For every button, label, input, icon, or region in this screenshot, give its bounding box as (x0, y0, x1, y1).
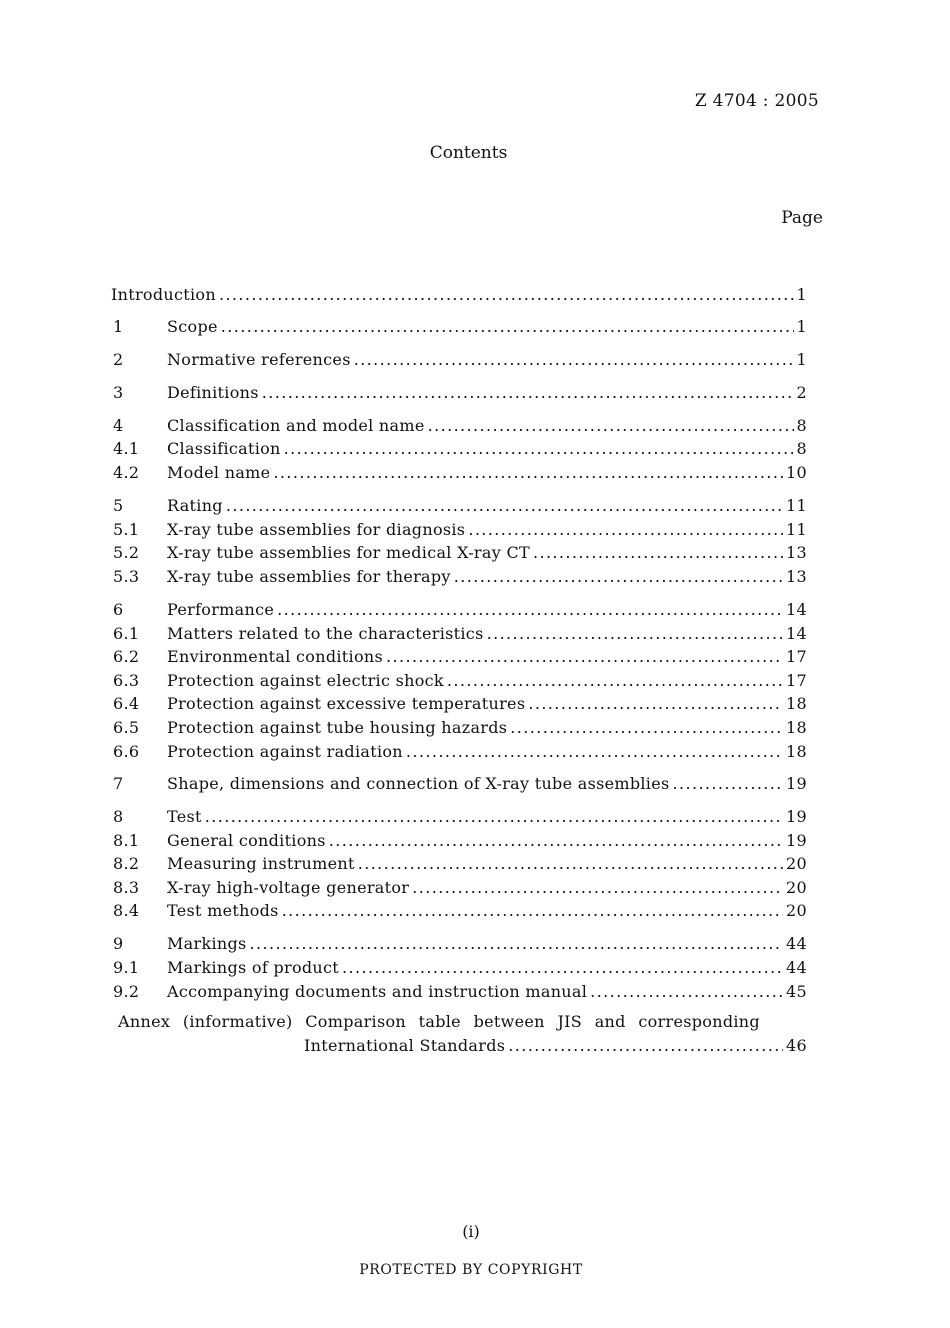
dot-leader (282, 900, 783, 922)
toc-entry[interactable] (113, 495, 807, 517)
dot-leader (487, 623, 783, 645)
toc-entry[interactable] (113, 646, 807, 668)
toc-section-number: 6.1 (113, 624, 140, 643)
annex-word: and (594, 1012, 626, 1031)
toc-entry[interactable] (113, 877, 807, 899)
toc-entry[interactable] (113, 717, 807, 739)
toc-page-number: 18 (786, 694, 807, 713)
dot-leader (262, 382, 794, 404)
toc-title: Shape, dimensions and connection of X-ray tube assemblies (167, 774, 670, 793)
dot-leader (508, 1035, 783, 1057)
toc-page-number: 17 (786, 647, 807, 666)
dot-leader (528, 693, 783, 715)
dot-leader (250, 933, 783, 955)
toc-entry[interactable] (113, 693, 807, 715)
toc-title: Markings of product (167, 958, 340, 977)
toc-page-number: 19 (786, 807, 807, 826)
toc-page-number: 44 (786, 934, 807, 953)
toc-title: Test methods (167, 901, 279, 920)
toc-section-number: 6.6 (113, 742, 140, 761)
toc-entry[interactable] (113, 415, 807, 437)
toc-section-number: 5.1 (113, 520, 140, 539)
annex-word: table (418, 1012, 461, 1031)
toc-title: Protection against tube housing hazards (167, 718, 508, 737)
toc-section-number: 9 (113, 934, 124, 953)
annex-word: corresponding (638, 1012, 760, 1031)
page-number: (i) (462, 1222, 480, 1241)
toc-entry[interactable] (113, 316, 807, 338)
toc-page-number: 13 (786, 567, 807, 586)
toc-section-number: 9.1 (113, 958, 140, 977)
page-column-label: Page (781, 208, 823, 228)
toc-title: Protection against radiation (167, 742, 403, 761)
toc-title: X-ray tube assemblies for therapy (167, 567, 451, 586)
toc-title: Performance (167, 600, 275, 619)
toc-section-number: 5 (113, 496, 124, 515)
toc-title: Normative references (167, 350, 351, 369)
toc-title: X-ray tube assemblies for diagnosis (167, 520, 466, 539)
toc-title: General conditions (167, 831, 326, 850)
dot-leader (510, 717, 783, 739)
toc-entry[interactable] (113, 853, 807, 875)
toc-section-number: 8 (113, 807, 124, 826)
toc-page-number: 45 (786, 982, 807, 1001)
dot-leader (533, 542, 783, 564)
annex-word: JIS (557, 1012, 583, 1031)
toc-section-number: 5.2 (113, 543, 140, 562)
toc-page-number: 18 (786, 718, 807, 737)
toc-page-number: 2 (796, 383, 807, 402)
dot-leader (590, 981, 783, 1003)
toc-page-number: 14 (786, 600, 807, 619)
toc-section-number: 6.3 (113, 671, 140, 690)
dot-leader (386, 646, 783, 668)
dot-leader (412, 877, 783, 899)
toc-entry[interactable] (113, 900, 807, 922)
toc-section-number: 4 (113, 416, 124, 435)
document-id: Z 4704 : 2005 (694, 91, 819, 111)
toc-section-number: 1 (113, 317, 124, 336)
annex-entry-line2[interactable] (304, 1035, 807, 1057)
toc-title: Rating (167, 496, 223, 515)
toc-title: Protection against electric shock (167, 671, 444, 690)
toc-page-number: 14 (786, 624, 807, 643)
toc-entry[interactable] (113, 519, 807, 541)
toc-title: Introduction (111, 285, 216, 304)
toc-entry[interactable] (113, 830, 807, 852)
toc-section-number: 8.1 (113, 831, 140, 850)
toc-page-number: 10 (786, 463, 807, 482)
dot-leader (221, 316, 794, 338)
toc-title: Definitions (167, 383, 259, 402)
toc-section-number: 3 (113, 383, 124, 402)
toc-title: Model name (167, 463, 271, 482)
toc-page-number: 20 (786, 878, 807, 897)
toc-page-number: 17 (786, 671, 807, 690)
toc-page-number: 13 (786, 543, 807, 562)
toc-title: X-ray tube assemblies for medical X-ray CT (167, 543, 530, 562)
annex-word: between (473, 1012, 545, 1031)
annex-entry-line1[interactable] (118, 1011, 760, 1033)
dot-leader (406, 741, 783, 763)
toc-entry[interactable] (113, 741, 807, 763)
toc-entry[interactable] (113, 773, 807, 795)
dot-leader (277, 599, 783, 621)
toc-title: Protection against excessive temperatures (167, 694, 526, 713)
annex-word: Comparison (305, 1012, 406, 1031)
toc-page-number: 19 (786, 831, 807, 850)
toc-entry[interactable] (113, 462, 807, 484)
dot-leader (454, 566, 783, 588)
toc-title: Scope (167, 317, 218, 336)
dot-leader (284, 438, 794, 460)
toc-entry[interactable] (113, 957, 807, 979)
toc-section-number: 6 (113, 600, 124, 619)
toc-section-number: 6.2 (113, 647, 140, 666)
toc-page-number: 19 (786, 774, 807, 793)
dot-leader (447, 670, 783, 692)
toc-section-number: 8.2 (113, 854, 140, 873)
dot-leader (354, 349, 794, 371)
toc-page-number: 20 (786, 854, 807, 873)
dot-leader (428, 415, 794, 437)
dot-leader (468, 519, 783, 541)
annex-continuation: International Standards (304, 1036, 506, 1055)
toc-page-number: 1 (796, 285, 807, 304)
toc-page-number: 1 (796, 317, 807, 336)
page-title: Contents (429, 143, 508, 163)
dot-leader (219, 284, 794, 306)
copyright-notice: PROTECTED BY COPYRIGHT (359, 1262, 583, 1278)
toc-title: Accompanying documents and instruction manual (167, 982, 588, 1001)
annex-word: (informative) (182, 1012, 293, 1031)
toc-title: Markings (167, 934, 247, 953)
toc-page-number: 1 (796, 350, 807, 369)
toc-title: Measuring instrument (167, 854, 355, 873)
dot-leader (358, 853, 783, 875)
toc-entry[interactable] (113, 382, 807, 404)
toc-section-number: 8.3 (113, 878, 140, 897)
toc-page-number: 44 (786, 958, 807, 977)
annex-word: Annex (118, 1012, 171, 1031)
toc-section-number: 8.4 (113, 901, 140, 920)
toc-entry[interactable] (113, 981, 807, 1003)
toc-section-number: 5.3 (113, 567, 140, 586)
dot-leader (273, 462, 783, 484)
toc-page-number: 11 (786, 520, 807, 539)
toc-entry[interactable] (111, 284, 807, 306)
toc-title: Classification (167, 439, 281, 458)
toc-section-number: 2 (113, 350, 124, 369)
toc-page-number: 8 (796, 439, 807, 458)
toc-entry[interactable] (113, 806, 807, 828)
toc-section-number: 9.2 (113, 982, 140, 1001)
toc-entry[interactable] (113, 599, 807, 621)
dot-leader (329, 830, 783, 852)
dot-leader (205, 806, 783, 828)
dot-leader (342, 957, 783, 979)
toc-title: Classification and model name (167, 416, 425, 435)
toc-entry[interactable] (113, 542, 807, 564)
toc-entry[interactable] (113, 933, 807, 955)
toc-section-number: 7 (113, 774, 124, 793)
toc-page-number: 46 (786, 1036, 807, 1055)
dot-leader (673, 773, 784, 795)
toc-page-number: 20 (786, 901, 807, 920)
toc-section-number: 6.5 (113, 718, 140, 737)
toc-entry[interactable] (113, 349, 807, 371)
toc-section-number: 4.1 (113, 439, 140, 458)
toc-entry[interactable] (113, 438, 807, 460)
toc-title: X-ray high-voltage generator (167, 878, 410, 897)
dot-leader (226, 495, 783, 517)
toc-entry[interactable] (113, 670, 807, 692)
toc-page-number: 8 (796, 416, 807, 435)
toc-title: Test (167, 807, 202, 826)
toc-title: Environmental conditions (167, 647, 383, 666)
toc-entry[interactable] (113, 623, 807, 645)
toc-entry[interactable] (113, 566, 807, 588)
toc-title: Matters related to the characteristics (167, 624, 484, 643)
toc-section-number: 6.4 (113, 694, 140, 713)
toc-page-number: 18 (786, 742, 807, 761)
toc-page-number: 11 (786, 496, 807, 515)
toc-section-number: 4.2 (113, 463, 140, 482)
